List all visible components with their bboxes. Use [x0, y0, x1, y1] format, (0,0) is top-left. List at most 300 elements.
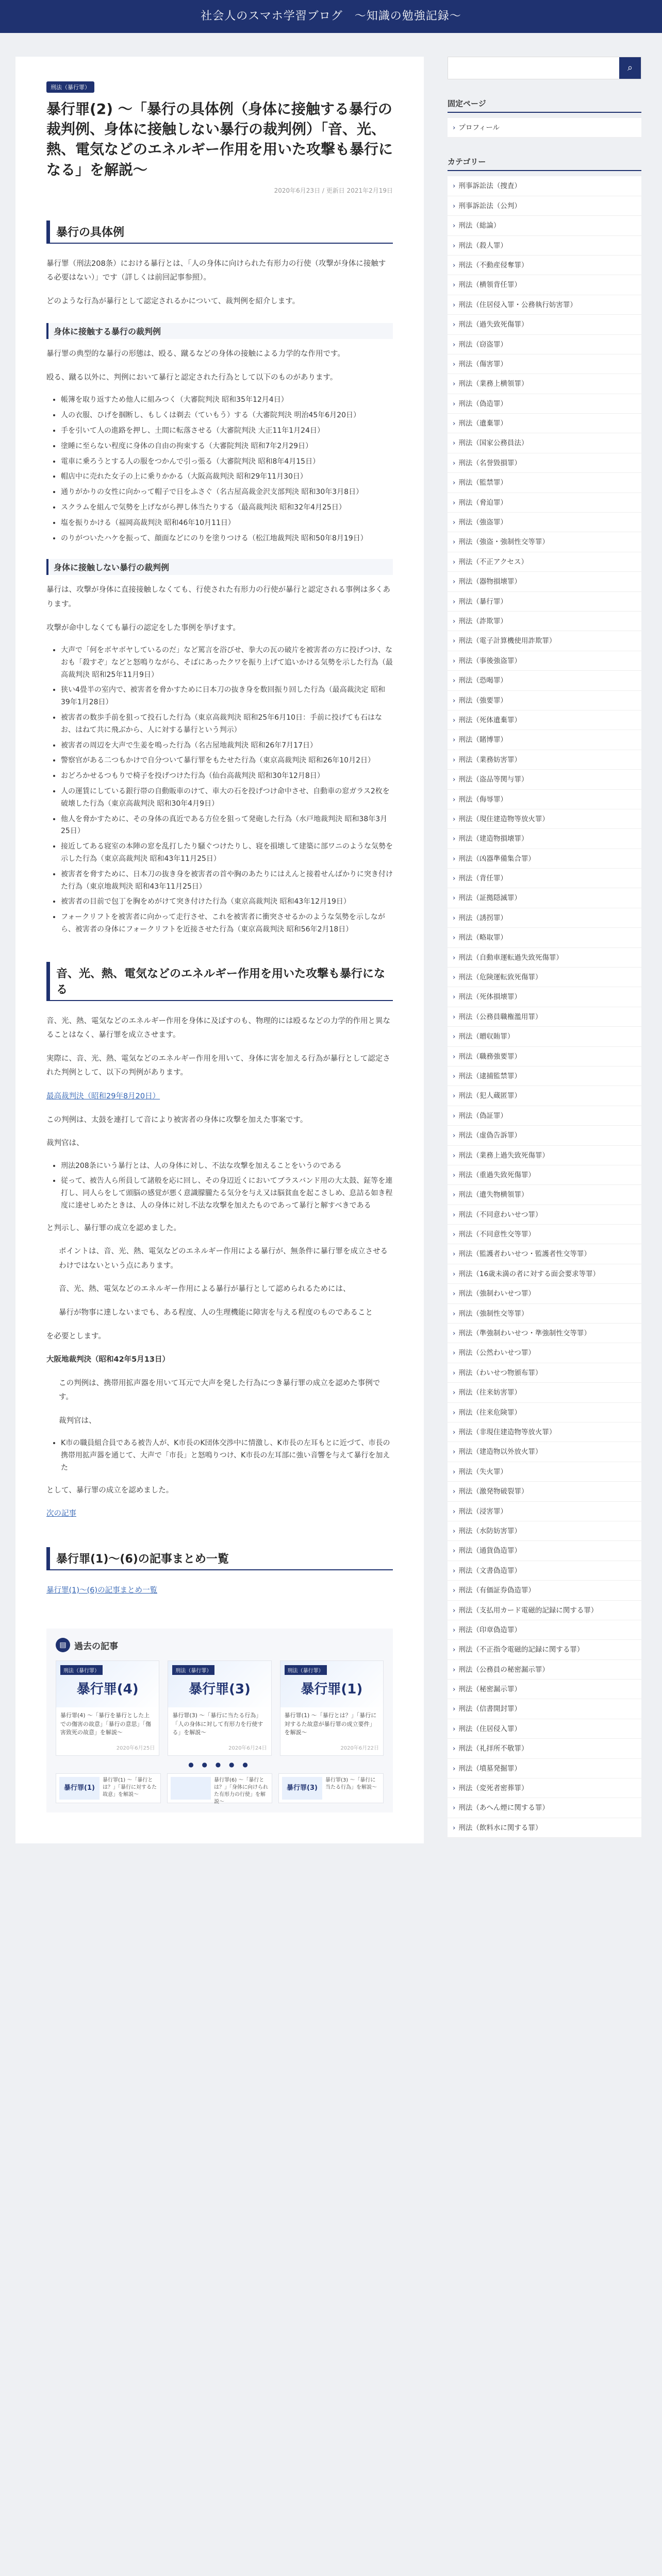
- chevron-right-icon: ›: [453, 637, 456, 646]
- fixed-pages-heading: 固定ページ: [448, 98, 641, 113]
- chevron-right-icon: ›: [453, 1210, 456, 1219]
- chevron-right-icon: ›: [453, 1448, 456, 1456]
- list-item: • 被害者の目前で包丁を胸をめがけて突き付けた行為（東京高裁判決 昭和43年12月19日）: [61, 896, 393, 908]
- sidebar-item-label: 刑法（公務員職権濫用罪）: [458, 1012, 542, 1021]
- sidebar-category-item[interactable]: [448, 631, 641, 651]
- sidebar-item-label: 刑法（国家公務員法）: [458, 439, 528, 448]
- sidebar-category-item[interactable]: [448, 1284, 641, 1303]
- sidebar-category-item[interactable]: [448, 256, 641, 275]
- chevron-right-icon: ›: [453, 557, 456, 566]
- paragraph: 暴行は、攻撃が身体に直接接触しなくても、行使された有形力の行使が暴行と認定される事例は多くあります。: [46, 586, 390, 608]
- sidebar-item-label: 刑法（電子計算機使用詐欺罪）: [458, 637, 556, 646]
- sidebar-category-item[interactable]: [448, 414, 641, 433]
- chevron-right-icon: ›: [453, 201, 456, 210]
- sidebar-category-item[interactable]: [448, 829, 641, 849]
- chevron-right-icon: ›: [453, 1685, 456, 1694]
- sidebar-category-item[interactable]: [448, 1383, 641, 1402]
- sidebar-category-item[interactable]: [448, 453, 641, 473]
- chevron-right-icon: ›: [453, 320, 456, 329]
- paragraph: 攻撃が命中しなくても暴行の認定をした事例を挙げます。: [46, 623, 240, 632]
- card-text: 暴行罪(3) 〜「暴行に当たる行為」「人の身体に対して有形力を行使する」を解説〜: [172, 1712, 263, 1736]
- sidebar-item-label: 刑法（準強制わいせつ・準強制性交等罪）: [458, 1329, 591, 1338]
- sidebar-category-item[interactable]: [448, 1086, 641, 1106]
- list-item: • 刑法208条にいう暴行とは、人の身体に対し、不法な攻撃を加えることをいうのである: [61, 1160, 393, 1173]
- chevron-right-icon: ›: [453, 1467, 456, 1476]
- card-date: 2020年6月25日: [116, 1745, 155, 1752]
- thumb-text: 暴行罪(3) 〜「暴行に当たる行為」を解説〜: [325, 1777, 377, 1791]
- sidebar-category-item[interactable]: [448, 1462, 641, 1482]
- sidebar-item-label: 刑法（公然わいせつ罪）: [458, 1349, 535, 1358]
- thumb-card[interactable]: [56, 1773, 161, 1803]
- chevron-right-icon: ›: [453, 1625, 456, 1634]
- chevron-right-icon: ›: [453, 1823, 456, 1832]
- list-item: • 塗睡に至らない程度に身体の自由の拘束する（大審院判決 昭和7年2月29日）: [61, 440, 393, 453]
- sidebar-category-item[interactable]: [448, 1482, 641, 1501]
- past-card[interactable]: [56, 1660, 159, 1756]
- thumb-text: 暴行罪(6) 〜「暴行とは？」「身体に向けられた有形力の行使」を解説〜: [214, 1777, 268, 1805]
- sidebar-category-item[interactable]: [448, 1343, 641, 1363]
- sidebar-category-item[interactable]: [448, 968, 641, 987]
- sidebar-item-label: 刑法（不動産侵奪罪）: [458, 261, 528, 269]
- sidebar-item-label: 刑法（虚偽告訴罪）: [458, 1131, 521, 1140]
- sidebar-category-item[interactable]: [448, 987, 641, 1007]
- chevron-right-icon: ›: [453, 1151, 456, 1160]
- chevron-right-icon: ›: [453, 380, 456, 388]
- past-articles: [46, 1629, 393, 1812]
- card-title: 暴行罪(1): [301, 1682, 363, 1698]
- sidebar-item-label: 刑法（不同意性交等罪）: [458, 1230, 535, 1239]
- sidebar-category-item[interactable]: [448, 1185, 641, 1205]
- sidebar-category-item[interactable]: [448, 1205, 641, 1225]
- paragraph: 実際に、音、光、熱、電気などのエネルギー作用を用いて、身体に害を加える行為が暴行として認定された判例として、以下の判例があります。: [46, 1054, 390, 1077]
- search-box: [448, 57, 641, 79]
- chevron-right-icon: ›: [453, 874, 456, 883]
- sidebar-item-label: 刑法（器物損壊罪）: [458, 578, 521, 586]
- sidebar-category-item[interactable]: [448, 1244, 641, 1264]
- sidebar-category-item[interactable]: [448, 1739, 641, 1758]
- ruling-link[interactable]: 最高裁判決（昭和29年8月20日）: [46, 1092, 160, 1101]
- sidebar-item-label: 刑法（水防妨害罪）: [458, 1527, 521, 1535]
- chevron-right-icon: ›: [453, 1665, 456, 1674]
- chevron-right-icon: ›: [453, 261, 456, 269]
- past-articles-label: 過去の記事: [74, 1641, 118, 1652]
- carousel-dots[interactable]: ● ● ● ● ●: [188, 1761, 251, 1769]
- chevron-right-icon: ›: [453, 1507, 456, 1516]
- paragraph: 暴行が物事に達しないまでも、ある程度、人の生理機能に障害を与える程度のものであること: [59, 1309, 373, 1317]
- ruling-title: 大阪地裁判決（昭和42年5月13日）: [46, 1355, 170, 1364]
- chevron-right-icon: ›: [453, 1408, 456, 1417]
- chevron-right-icon: ›: [453, 222, 456, 230]
- chevron-right-icon: ›: [453, 1329, 456, 1338]
- sidebar-category-item[interactable]: [448, 1581, 641, 1600]
- sidebar-item-label: 刑法（住居侵入罪・公務執行妨害罪）: [458, 300, 577, 309]
- sidebar-category-item[interactable]: [448, 592, 641, 612]
- sidebar-category-item[interactable]: [448, 1640, 641, 1659]
- sidebar-category-item[interactable]: [448, 691, 641, 710]
- chevron-right-icon: ›: [453, 1191, 456, 1199]
- sidebar-item-label: 刑法（信書開封罪）: [458, 1705, 521, 1714]
- sidebar-category-item[interactable]: [448, 1106, 641, 1126]
- sidebar-category-item[interactable]: [448, 1561, 641, 1581]
- sidebar-item-label: 刑事訴訟法（捜査）: [458, 182, 521, 191]
- card-text: 暴行罪(1) 〜「暴行とは？」「暴行に対するた故意が暴行罪の成立要件」を解説〜: [284, 1712, 377, 1736]
- card-title: 暴行罪(4): [76, 1682, 139, 1698]
- chevron-right-icon: ›: [453, 1428, 456, 1436]
- sidebar-item-label: 刑法（偽証罪）: [458, 1111, 507, 1120]
- chevron-right-icon: ›: [453, 340, 456, 349]
- sidebar-category-item[interactable]: [448, 1422, 641, 1442]
- card-label: 刑法（暴行罪）: [60, 1665, 103, 1675]
- list-item: • スクラムを組んで気勢を上げながら押し体当たりする（最高裁判決 昭和32年4月25日）: [61, 502, 393, 514]
- sidebar-item-label: 刑法（文書偽造罪）: [458, 1566, 521, 1575]
- card-label: 刑法（暴行罪）: [172, 1665, 214, 1675]
- list-item: • 電車に乗ろうとする人の服をつかんで引っ張る（大審院判決 昭和8年4月15日）: [61, 456, 393, 468]
- chevron-right-icon: ›: [453, 854, 456, 863]
- chevron-right-icon: ›: [453, 459, 456, 467]
- list-item: • 手を引いて人の進路を押し、土間に転落させる（大審院判決 大正11年1月24日）: [61, 425, 393, 437]
- sidebar-item-label: 刑法（背任罪）: [458, 874, 507, 883]
- sidebar-category-item[interactable]: [448, 1363, 641, 1383]
- case-list-contact: [61, 394, 393, 545]
- sidebar-category-item[interactable]: [448, 908, 641, 928]
- chevron-right-icon: ›: [453, 1368, 456, 1377]
- paragraph: 暴行罪（刑法208条）における暴行とは、「人の身体に向けられた有形力の行使（攻撃が身体に接触する必要はない）」です（詳しくは前回記事参照）。: [46, 259, 386, 282]
- sidebar-item-label: 刑法（有価証券偽造罪）: [458, 1586, 535, 1595]
- sidebar-category-item[interactable]: [448, 295, 641, 315]
- sidebar-item-label: 刑法（強要罪）: [458, 696, 507, 705]
- sidebar-item-label: 刑法（秘密漏示罪）: [458, 1685, 521, 1694]
- chevron-right-icon: ›: [453, 1250, 456, 1259]
- search-input[interactable]: [448, 58, 619, 78]
- chevron-right-icon: ›: [453, 775, 456, 784]
- chevron-right-icon: ›: [453, 1724, 456, 1733]
- chevron-right-icon: ›: [453, 1705, 456, 1714]
- past-card[interactable]: [280, 1660, 384, 1756]
- book-icon: ▤: [56, 1638, 70, 1652]
- chevron-right-icon: ›: [453, 241, 456, 250]
- sidebar-category-item[interactable]: [448, 1066, 641, 1086]
- sidebar-category-item[interactable]: [448, 1680, 641, 1699]
- paragraph: ポイントは、音、光、熱、電気などのエネルギー作用による暴行が、無条件に暴行罪を成立させるわけではないという点にあります。: [59, 1247, 388, 1270]
- chevron-right-icon: ›: [453, 498, 456, 507]
- sidebar-category-item[interactable]: [448, 869, 641, 888]
- sidebar-item-label: 刑法（過失致死傷罪）: [458, 320, 528, 329]
- sidebar-category-item[interactable]: [448, 493, 641, 513]
- sidebar-category-item[interactable]: [448, 1521, 641, 1541]
- sidebar-category-item[interactable]: [448, 1442, 641, 1462]
- site-header[interactable]: [0, 0, 662, 33]
- sidebar-item-label: 刑法（誘拐罪）: [458, 913, 507, 922]
- card-title: 暴行罪(3): [189, 1682, 251, 1698]
- chevron-right-icon: ›: [453, 656, 456, 665]
- chevron-right-icon: ›: [453, 1527, 456, 1535]
- list-item: • 他人を脅かすために、その身体の真近である方位を狙って発砲した行為（水戸地裁判決 昭和38年3月25日）: [61, 814, 393, 838]
- sidebar-category-item[interactable]: [448, 1541, 641, 1561]
- sidebar-item-label: 刑法（不正指令電磁的記録に関する罪）: [458, 1646, 584, 1654]
- sidebar-item-label: 刑法（強制性交等罪）: [458, 1309, 528, 1318]
- subsection-heading: 身体に接触しない暴行の裁判例: [46, 559, 393, 575]
- sidebar-category-item[interactable]: [448, 1798, 641, 1818]
- sidebar-item-label: プロフィール: [458, 124, 500, 132]
- category-list: [448, 176, 641, 1838]
- list-item: • 人の運賃にしている銀行帯の自動販車のけて、車大の石を投げつけ命中させ、自動車の窓ガラス2枚を破壊した行為（東京高裁判決 昭和30年4月9日）: [61, 786, 393, 810]
- card-text: 暴行罪(4) 〜「暴行を暴行とした上での傷害の故意」「暴行の意思」「傷害致死の故意」を解説〜: [60, 1712, 151, 1736]
- section-heading: 音、光、熱、電気などのエネルギー作用を用いた攻撃も暴行になる: [46, 962, 393, 1001]
- chevron-right-icon: ›: [453, 1032, 456, 1041]
- sidebar-category-item[interactable]: [448, 1403, 641, 1422]
- sidebar-item-label: 刑法（浸害罪）: [458, 1507, 507, 1516]
- thumb-image: 暴行罪(3): [282, 1777, 322, 1800]
- chevron-right-icon: ›: [453, 1309, 456, 1318]
- sidebar-item-label: 刑法（暴行罪）: [458, 597, 507, 606]
- sidebar-category-item[interactable]: [448, 809, 641, 829]
- sidebar-category-item[interactable]: [448, 1324, 641, 1343]
- sidebar-category-item[interactable]: [448, 1759, 641, 1778]
- sidebar-category-item[interactable]: [448, 473, 641, 493]
- chevron-right-icon: ›: [453, 1566, 456, 1575]
- paragraph: 暴行罪の典型的な暴行の形態は、殴る、蹴るなどの身体の接触による力学的な作用です。: [46, 350, 345, 359]
- sidebar-item-label: 刑法（印章偽造罪）: [458, 1625, 521, 1634]
- next-article-link[interactable]: 次の記事: [46, 1510, 76, 1518]
- quote-list: [61, 1437, 393, 1474]
- sidebar-item-profile[interactable]: [448, 118, 641, 138]
- category-badge[interactable]: 刑法（暴行罪）: [46, 81, 94, 93]
- sidebar-category-item[interactable]: [448, 176, 641, 196]
- chevron-right-icon: ›: [453, 1606, 456, 1615]
- sidebar-category-item[interactable]: [448, 1027, 641, 1046]
- sidebar-category-item[interactable]: [448, 335, 641, 354]
- post-date: 2020年6月23日 / 更新日 2021年2月19日: [274, 187, 393, 194]
- post-title: 暴行罪(2) 〜「暴行の具体例（身体に接触する暴行の裁判例、身体に接触しない暴行の裁判例）「音、光、熱、電気などのエネルギー作用を用いた攻撃も暴行になる」を解説〜: [46, 100, 393, 178]
- sidebar-category-item[interactable]: [448, 1146, 641, 1165]
- chevron-right-icon: ›: [453, 360, 456, 368]
- sidebar-category-item[interactable]: [448, 770, 641, 789]
- sidebar-category-item[interactable]: [448, 790, 641, 809]
- sidebar-item-label: 刑法（業務上過失致死傷罪）: [458, 1151, 549, 1160]
- site-title[interactable]: 社会人のスマホ学習ブログ 〜知識の勉強記録〜: [201, 10, 461, 23]
- sidebar-item-label: 刑法（賭博罪）: [458, 736, 507, 744]
- sidebar-category-item[interactable]: [448, 888, 641, 908]
- chevron-right-icon: ›: [453, 1646, 456, 1654]
- sidebar-item-label: 刑法（盗品等関与罪）: [458, 775, 528, 784]
- case-list-noncontact: [61, 645, 393, 936]
- sidebar-item-label: 刑法（事後強盗罪）: [458, 656, 521, 665]
- chevron-right-icon: ›: [453, 973, 456, 982]
- paragraph: と判示し、暴行罪の成立を認めました。: [46, 1224, 181, 1232]
- chevron-right-icon: ›: [453, 124, 456, 132]
- chevron-right-icon: ›: [453, 182, 456, 191]
- sidebar: [448, 57, 641, 1843]
- sidebar-category-item[interactable]: [448, 1126, 641, 1145]
- sidebar-item-label: 刑法（墳墓発掘罪）: [458, 1764, 521, 1773]
- paragraph: この判例は、携帯用拡声器を用いて耳元で大声を発した行為につき暴行罪の成立を認めた事例です。: [59, 1379, 380, 1402]
- sidebar-category-item[interactable]: [448, 1264, 641, 1284]
- chevron-right-icon: ›: [453, 1092, 456, 1100]
- list-item: • 帳簿を取り返すため他人に組みつく（大審院判決 昭和35年12月4日）: [61, 394, 393, 406]
- sidebar-item-label: 刑法（不同意わいせつ罪）: [458, 1210, 542, 1219]
- chevron-right-icon: ›: [453, 1744, 456, 1753]
- sidebar-item-label: 刑法（略取罪）: [458, 934, 507, 942]
- sidebar-category-item[interactable]: [448, 928, 641, 947]
- sidebar-category-item[interactable]: [448, 849, 641, 869]
- sidebar-item-label: 刑法（脅迫罪）: [458, 498, 507, 507]
- sidebar-category-item[interactable]: [448, 612, 641, 631]
- sidebar-item-label: 刑法（公務員の秘密漏示罪）: [458, 1665, 549, 1674]
- list-item: • 狭い4畳半の室内で、被害者を脅かすために日本刀の抜き身を数回振り回した行為（最高裁決定 昭和39年1月28日）: [61, 684, 393, 709]
- chevron-right-icon: ›: [453, 1131, 456, 1140]
- sidebar-category-item[interactable]: [448, 1165, 641, 1185]
- list-item: • のりがついたハケを振って、顔面などにのりを塗りつける（松江地裁判決 昭和50年8月19日）: [61, 533, 393, 545]
- sidebar-item-label: 刑法（わいせつ物頒布罪）: [458, 1368, 542, 1377]
- past-card[interactable]: [168, 1660, 271, 1756]
- thumb-text: 暴行罪(1) 〜「暴行とは？」「暴行に対するた故意」を解説〜: [103, 1777, 157, 1798]
- sidebar-item-label: 刑法（傷害罪）: [458, 360, 507, 368]
- sidebar-item-label: 刑法（総論）: [458, 222, 501, 230]
- sidebar-item-label: 刑法（激発物破裂罪）: [458, 1487, 528, 1496]
- sidebar-category-item[interactable]: [448, 532, 641, 552]
- sidebar-category-item[interactable]: [448, 1007, 641, 1027]
- paragraph: 殴る、蹴る以外に、判例において暴行と認定された行為として以下のものがあります。: [46, 373, 338, 382]
- sidebar-item-label: 刑法（業務上横領罪）: [458, 380, 528, 388]
- sidebar-item-label: 刑法（業務妨害罪）: [458, 755, 521, 764]
- sidebar-item-label: 刑法（支払用カード電磁的記録に関する罪）: [458, 1606, 598, 1615]
- list-item: • 接近してある寝室の本陣の窓を乱打したり騒ぐつけたりし、寝を損壊して建築に部ワニのような気勢を示した行為（東京高裁判決 昭和43年11月25日）: [61, 841, 393, 866]
- chevron-right-icon: ›: [453, 815, 456, 823]
- sidebar-category-item[interactable]: [448, 513, 641, 532]
- list-item: • K市の職員組合員である被告人が、K市長のK団体交渉中に情激し、K市長の左耳もとに近づて、市長の携帯用拡声器を通じて、大声で「市長」と怒鳴りつけ、K市長の左耳部に強い音響を与えて暴行を加えた: [61, 1437, 393, 1474]
- sidebar-category-item[interactable]: [448, 730, 641, 750]
- sidebar-item-label: 刑法（変死者密葬罪）: [458, 1784, 528, 1793]
- sidebar-category-item[interactable]: [448, 275, 641, 295]
- sidebar-item-label: 刑法（遺棄罪）: [458, 419, 507, 428]
- sidebar-category-item[interactable]: [448, 394, 641, 414]
- list-item: • フォークリフトを被害者に向かって走行させ、これを被害者に衝突させるかのような気勢を示しながら、被害者の身体にフォークリフトを近接させた行為（東京高裁判決 昭和56年2月18日）: [61, 911, 393, 936]
- section-heading: 暴行罪(1)〜(6)の記事まとめ一覧: [46, 1547, 393, 1570]
- search-icon[interactable]: ⌕: [619, 57, 641, 79]
- category-heading: カテゴリー: [448, 156, 641, 171]
- sidebar-category-item[interactable]: [448, 552, 641, 572]
- past-articles-title: [56, 1638, 384, 1652]
- paragraph: 音、光、熱、電気などのエネルギー作用を身体に及ぼすのも、物理的には殴るなどの力学的作用と異なることはなく、暴行罪を成立させます。: [46, 1016, 390, 1040]
- sidebar-category-item[interactable]: [448, 1620, 641, 1640]
- sidebar-item-label: 刑法（偽造罪）: [458, 399, 507, 408]
- summary-link[interactable]: 暴行罪(1)〜(6)の記事まとめ一覧: [46, 1586, 158, 1595]
- sidebar-category-item[interactable]: [448, 1304, 641, 1324]
- sidebar-category-item[interactable]: [448, 1601, 641, 1620]
- sidebar-category-item[interactable]: [448, 1719, 641, 1739]
- chevron-right-icon: ›: [453, 1052, 456, 1061]
- thumb-image: 暴行罪(1): [59, 1777, 100, 1800]
- sidebar-item-label: 刑法（監護者わいせつ・監護者性交等罪）: [458, 1250, 591, 1259]
- past-thumbnails: [56, 1773, 384, 1803]
- sidebar-category-item[interactable]: [448, 1818, 641, 1838]
- sidebar-category-item[interactable]: [448, 671, 641, 690]
- sidebar-item-label: 刑法（飲料水に関する罪）: [458, 1823, 542, 1832]
- sidebar-category-item[interactable]: [448, 948, 641, 968]
- sidebar-item-label: 刑法（詐欺罪）: [458, 617, 507, 625]
- sidebar-category-item[interactable]: [448, 750, 641, 770]
- chevron-right-icon: ›: [453, 1586, 456, 1595]
- sidebar-item-label: 刑法（危険運転致死傷罪）: [458, 973, 542, 982]
- sidebar-category-item[interactable]: [448, 216, 641, 235]
- card-label: 刑法（暴行罪）: [285, 1665, 327, 1675]
- sidebar-category-item[interactable]: [448, 1502, 641, 1521]
- chevron-right-icon: ›: [453, 676, 456, 685]
- sidebar-category-item[interactable]: [448, 1047, 641, 1066]
- past-carousel: [56, 1660, 384, 1756]
- chevron-right-icon: ›: [453, 1072, 456, 1080]
- sidebar-item-label: 刑法（名誉毀損罪）: [458, 459, 521, 467]
- sidebar-item-label: 刑法（殺人罪）: [458, 241, 507, 250]
- sidebar-item-label: 刑法（失火罪）: [458, 1467, 507, 1476]
- sidebar-category-item[interactable]: [448, 572, 641, 591]
- chevron-right-icon: ›: [453, 439, 456, 448]
- sidebar-category-item[interactable]: [448, 196, 641, 216]
- sidebar-category-item[interactable]: [448, 1660, 641, 1680]
- fixed-pages-list: [448, 118, 641, 138]
- sidebar-item-label: 刑法（往来危険罪）: [458, 1408, 521, 1417]
- chevron-right-icon: ›: [453, 736, 456, 744]
- section-heading: 暴行の具体例: [46, 221, 393, 244]
- paragraph: この判例は、太鼓を連打して音により被害者の身体に攻撃を加えた事案です。: [46, 1115, 308, 1124]
- sidebar-item-label: 刑法（死体遺棄罪）: [458, 716, 521, 724]
- list-item: • 帽店中に売れた女子の上に乗りかかる（大阪高裁判決 昭和29年11月30日）: [61, 471, 393, 483]
- sidebar-category-item[interactable]: [448, 315, 641, 334]
- chevron-right-icon: ›: [453, 1388, 456, 1397]
- chevron-right-icon: ›: [453, 1804, 456, 1812]
- sidebar-item-label: 刑法（恐喝罪）: [458, 676, 507, 685]
- sidebar-item-label: 刑事訴訟法（公判）: [458, 201, 521, 210]
- sidebar-item-label: 刑法（遺失物横領罪）: [458, 1191, 528, 1199]
- chevron-right-icon: ›: [453, 696, 456, 705]
- chevron-right-icon: ›: [453, 300, 456, 309]
- sidebar-item-label: 刑法（逮捕監禁罪）: [458, 1072, 521, 1080]
- sidebar-item-label: 刑法（強制わいせつ罪）: [458, 1290, 535, 1298]
- sidebar-category-item[interactable]: [448, 374, 641, 394]
- sidebar-category-item[interactable]: [448, 1699, 641, 1719]
- list-item: • おどろかせるつもりで椅子を投げつけた行為（仙台高裁判決 昭和30年12月8日）: [61, 770, 393, 783]
- chevron-right-icon: ›: [453, 795, 456, 804]
- sidebar-category-item[interactable]: [448, 1225, 641, 1244]
- sidebar-category-item[interactable]: [448, 710, 641, 730]
- paragraph: を必要とします。: [46, 1332, 106, 1341]
- sidebar-item-label: 刑法（凶器準備集合罪）: [458, 854, 535, 863]
- sidebar-category-item[interactable]: [448, 433, 641, 453]
- chevron-right-icon: ›: [453, 1547, 456, 1555]
- thumb-card[interactable]: [278, 1773, 384, 1803]
- sidebar-category-item[interactable]: [448, 236, 641, 256]
- sidebar-item-label: 刑法（死体損壊罪）: [458, 993, 521, 1002]
- list-item: • 塩を振りかける（福岡高裁判決 昭和46年10月11日）: [61, 517, 393, 530]
- chevron-right-icon: ›: [453, 1012, 456, 1021]
- sidebar-item-label: 刑法（非現住建造物等放火罪）: [458, 1428, 556, 1436]
- sidebar-category-item[interactable]: [448, 354, 641, 374]
- sidebar-category-item[interactable]: [448, 651, 641, 671]
- chevron-right-icon: ›: [453, 1230, 456, 1239]
- sidebar-item-label: 刑法（犯人蔵匿罪）: [458, 1092, 521, 1100]
- sidebar-item-label: 刑法（自動車運転過失致死傷罪）: [458, 953, 563, 962]
- chevron-right-icon: ›: [453, 1111, 456, 1120]
- thumb-card[interactable]: [167, 1773, 272, 1803]
- subsection-heading: 身体に接触する暴行の裁判例: [46, 323, 393, 339]
- sidebar-category-item[interactable]: [448, 1778, 641, 1798]
- paragraph: 音、光、熱、電気などのエネルギー作用による暴行が暴行として認められるためには、: [59, 1285, 351, 1294]
- sidebar-item-label: 刑法（監禁罪）: [458, 479, 507, 487]
- chevron-right-icon: ›: [453, 1764, 456, 1773]
- list-item: • 被害者を脅すために、日本刀の抜き身を被害者の首や胸のあたりにはえんと接着せんばかりに突き付けた行為（東京地裁判決 昭和43年11月25日）: [61, 869, 393, 893]
- chevron-right-icon: ›: [453, 934, 456, 942]
- list-item: • 大声で「何をボヤボヤしているのだ」など罵言を浴びせ、拳大の瓦の破片を被害者の方に投げつけ、なおも「殺すぞ」などと怒鳴りながら、そばにあったクワを振り上げて追いかける気勢を示した行為（最高裁判決 昭和25年11月9日）: [61, 645, 393, 681]
